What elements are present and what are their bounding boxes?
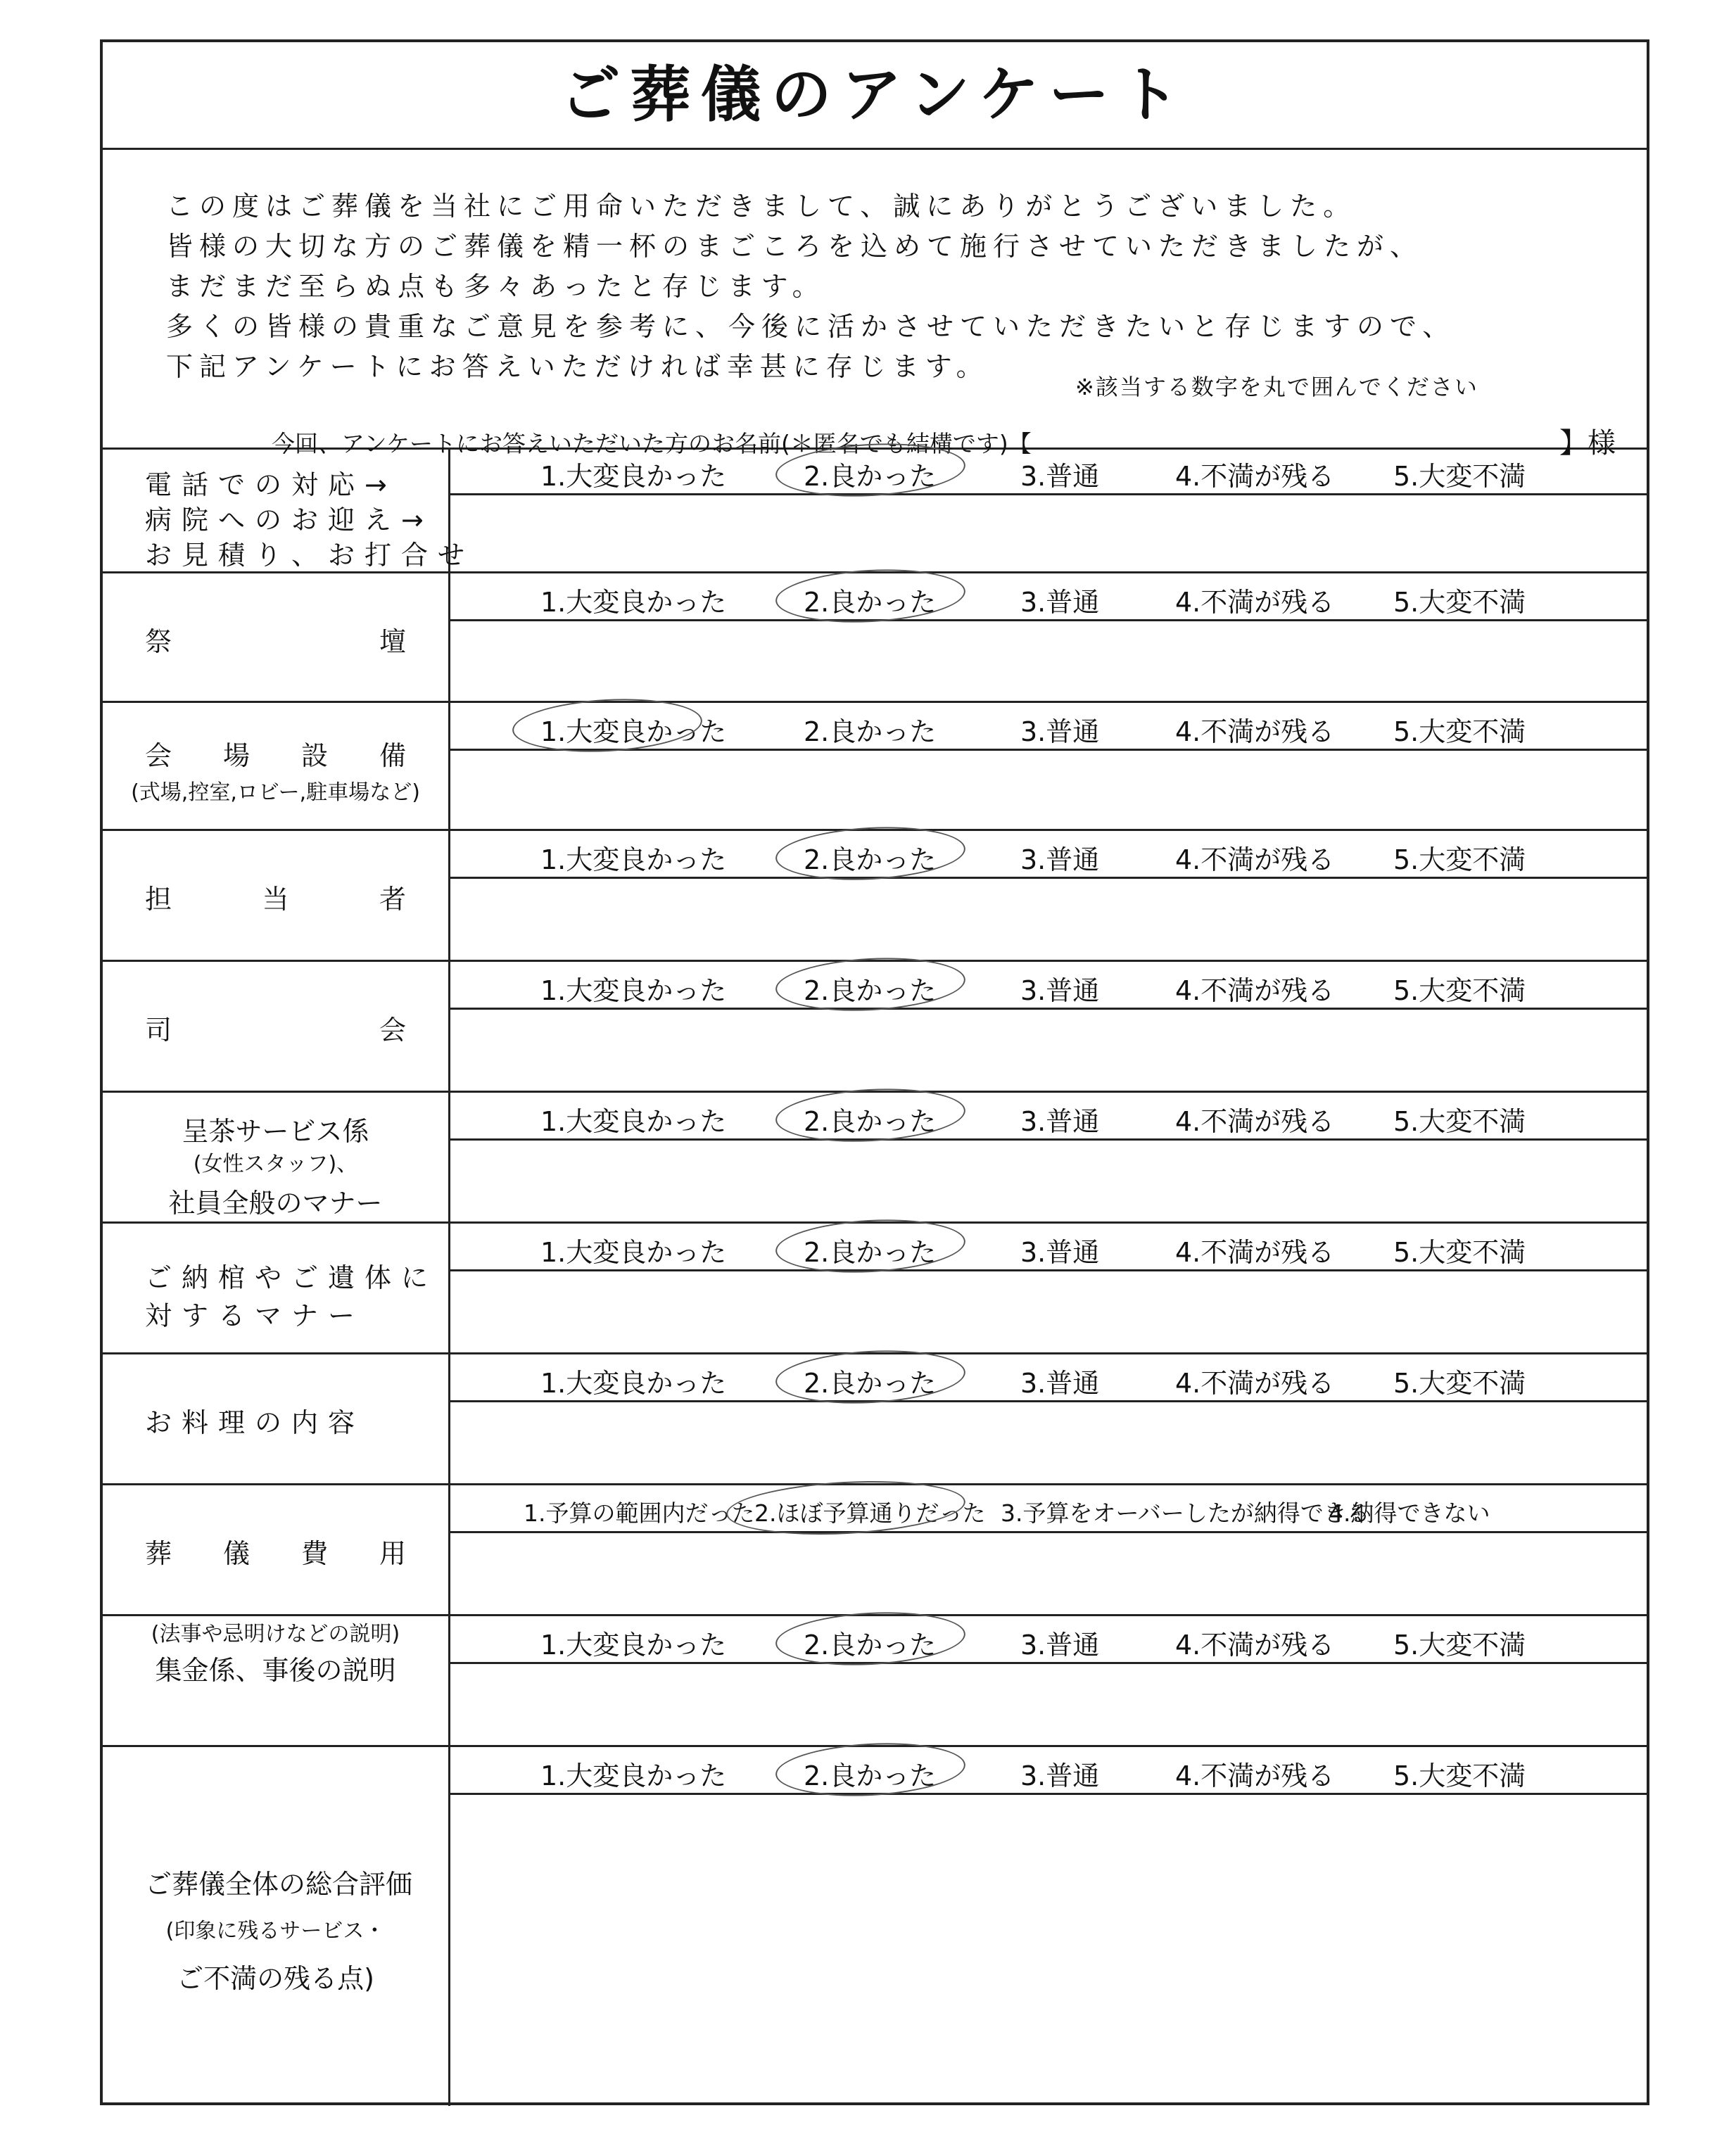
answer-option[interactable]: 1.大変良かった bbox=[540, 461, 727, 492]
answer-option[interactable]: 2.良かった bbox=[804, 1760, 937, 1791]
row-label-text: (印象に残るサービス・ bbox=[165, 1919, 386, 1943]
row-label-text: 費 bbox=[300, 1538, 328, 1569]
intro-section bbox=[103, 148, 1647, 459]
row-label bbox=[103, 1093, 450, 1221]
row-label-text: ご葬儀全体の総合評価 bbox=[145, 1869, 413, 1900]
answer-option[interactable]: 3.普通 bbox=[1020, 461, 1100, 492]
answer-option[interactable]: 3.普通 bbox=[1020, 975, 1100, 1006]
answer-option[interactable]: 5.大変不満 bbox=[1393, 716, 1526, 747]
page-title: ご葬儀のアンケート bbox=[559, 60, 1190, 130]
answer-option[interactable]: 3.普通 bbox=[1020, 716, 1100, 747]
comment-area[interactable] bbox=[450, 1010, 1647, 1091]
intro-line: 下記アンケートにお答えいただければ幸甚に存じます。 bbox=[166, 351, 989, 382]
comment-area[interactable] bbox=[450, 1664, 1647, 1745]
comment-area[interactable] bbox=[450, 879, 1647, 960]
answer-options bbox=[450, 1485, 1647, 1533]
survey-row bbox=[103, 962, 1647, 1093]
answer-option[interactable]: 4.不満が残る bbox=[1175, 975, 1335, 1006]
answer-option[interactable]: 5.大変不満 bbox=[1393, 1106, 1526, 1137]
answer-option[interactable]: 1.大変良かった bbox=[540, 1106, 727, 1137]
survey-row bbox=[103, 1485, 1647, 1616]
answer-options bbox=[450, 1354, 1647, 1402]
answer-option[interactable]: 5.大変不満 bbox=[1393, 1760, 1526, 1791]
answer-option[interactable]: 2.良かった bbox=[804, 844, 937, 875]
comment-area[interactable] bbox=[450, 495, 1647, 571]
row-label bbox=[103, 1224, 450, 1352]
answer-option[interactable]: 1.大変良かった bbox=[540, 587, 727, 618]
row-label-text: 儀 bbox=[222, 1538, 250, 1569]
survey-row bbox=[103, 831, 1647, 962]
row-label bbox=[103, 703, 450, 829]
row-label-text: 集金係、事後の説明 bbox=[155, 1655, 396, 1686]
answer-options bbox=[450, 448, 1647, 495]
answer-options bbox=[450, 1093, 1647, 1141]
comment-area[interactable] bbox=[450, 1271, 1647, 1352]
comment-area[interactable] bbox=[450, 1533, 1647, 1614]
answer-option[interactable]: 5.大変不満 bbox=[1393, 461, 1526, 492]
answer-option[interactable]: 3.普通 bbox=[1020, 1368, 1100, 1399]
survey-row bbox=[103, 1354, 1647, 1485]
answer-option[interactable]: 5.大変不満 bbox=[1393, 1630, 1526, 1661]
row-sublabel: (式場,控室,ロビー,駐車場など) bbox=[131, 780, 420, 805]
title-bar bbox=[103, 42, 1647, 150]
answer-option[interactable]: 3.普通 bbox=[1020, 587, 1100, 618]
answer-option[interactable]: 4.不満が残る bbox=[1175, 1368, 1335, 1399]
answer-option[interactable]: 3.予算をオーバーしたが納得できる bbox=[1001, 1499, 1370, 1527]
comment-area[interactable] bbox=[450, 1141, 1647, 1221]
row-label bbox=[103, 1485, 450, 1614]
answer-option[interactable]: 2.良かった bbox=[804, 975, 937, 1006]
row-label bbox=[103, 573, 450, 701]
answer-option[interactable]: 4.不満が残る bbox=[1175, 587, 1335, 618]
row-label-text: 壇 bbox=[379, 626, 406, 657]
comment-area[interactable] bbox=[450, 1795, 1647, 2106]
answer-option[interactable]: 2.良かった bbox=[804, 1106, 937, 1137]
row-label-text: 祭 bbox=[145, 626, 172, 657]
answer-option[interactable]: 4.不満が残る bbox=[1175, 716, 1335, 747]
survey-row bbox=[103, 1224, 1647, 1354]
selected-answer-circle bbox=[774, 1346, 967, 1408]
row-label-text: 備 bbox=[379, 740, 406, 771]
answer-options bbox=[450, 1747, 1647, 1795]
row-label-text: 社員全般のマナー bbox=[168, 1188, 383, 1219]
survey-form bbox=[100, 39, 1649, 2105]
answer-option[interactable]: 1.大変良かった bbox=[540, 844, 727, 875]
answer-option[interactable]: 2.良かった bbox=[804, 461, 937, 492]
selected-answer-circle bbox=[774, 1608, 967, 1670]
answer-option[interactable]: 5.大変不満 bbox=[1393, 844, 1526, 875]
selected-answer-circle bbox=[774, 1739, 967, 1801]
answer-options bbox=[450, 703, 1647, 751]
survey-row bbox=[103, 1093, 1647, 1224]
answer-option[interactable]: 3.普通 bbox=[1020, 1237, 1100, 1268]
row-label bbox=[103, 831, 450, 960]
row-label bbox=[103, 962, 450, 1091]
row-label-text: 葬 bbox=[145, 1538, 172, 1569]
answer-option[interactable]: 3.普通 bbox=[1020, 1760, 1100, 1791]
answer-options bbox=[450, 573, 1647, 621]
selected-answer-circle bbox=[725, 1475, 966, 1540]
answer-options bbox=[450, 831, 1647, 879]
answer-option[interactable]: 2.良かった bbox=[804, 716, 937, 747]
answer-options bbox=[450, 962, 1647, 1010]
answer-options bbox=[450, 1224, 1647, 1271]
row-label-text: 当 bbox=[262, 884, 289, 915]
answer-option[interactable]: 2.良かった bbox=[804, 1630, 937, 1661]
selected-answer-circle bbox=[774, 1084, 967, 1146]
row-label-text: 病院へのお迎え→ bbox=[145, 504, 433, 535]
answer-option[interactable]: 2.良かった bbox=[804, 1368, 937, 1399]
answer-option[interactable]: 1.大変良かった bbox=[540, 1237, 727, 1268]
row-label-text: お料理の内容 bbox=[145, 1407, 365, 1438]
intro-line: この度はご葬儀を当社にご用命いただきまして、誠にありがとうございました。 bbox=[166, 191, 1357, 222]
answer-option[interactable]: 2.ほぼ予算通りだった bbox=[754, 1499, 986, 1527]
row-label-text: 場 bbox=[222, 740, 250, 771]
row-label-text: 用 bbox=[379, 1538, 406, 1569]
row-label-text: (法事や忌明けなどの説明) bbox=[151, 1622, 400, 1646]
selected-answer-circle bbox=[774, 565, 967, 627]
intro-line: 多くの皆様の貴重なご意見を参考に、今後に活かさせていただきたいと存じますので、 bbox=[166, 311, 1456, 342]
row-label-text: 司 bbox=[145, 1015, 172, 1046]
answer-option[interactable]: 4.不満が残る bbox=[1175, 844, 1335, 875]
answer-options bbox=[450, 1616, 1647, 1664]
row-label-text: 対するマナー bbox=[145, 1300, 365, 1331]
survey-row bbox=[103, 1616, 1647, 1747]
answer-option[interactable]: 1.大変良かった bbox=[540, 1368, 727, 1399]
selected-answer-circle bbox=[774, 439, 967, 501]
answer-option[interactable]: 5.大変不満 bbox=[1393, 975, 1526, 1006]
survey-row bbox=[103, 448, 1647, 573]
row-label-text: ご不満の残る点) bbox=[177, 1963, 374, 1994]
answer-option[interactable]: 3.普通 bbox=[1020, 1106, 1100, 1137]
respondent-name-suffix: 】様 bbox=[1559, 427, 1616, 459]
row-label-text: お見積り、お打合せ bbox=[145, 540, 475, 571]
row-label-text: 者 bbox=[379, 884, 406, 915]
row-label bbox=[103, 1354, 450, 1483]
row-label-text: 呈茶サービス係 bbox=[182, 1116, 369, 1147]
comment-area[interactable] bbox=[450, 621, 1647, 701]
answer-option[interactable]: 5.大変不満 bbox=[1393, 1368, 1526, 1399]
answer-option[interactable]: 2.良かった bbox=[804, 1237, 937, 1268]
row-label bbox=[103, 1747, 450, 2106]
answer-option[interactable]: 3.普通 bbox=[1020, 1630, 1100, 1661]
answer-option[interactable]: 1.大変良かった bbox=[540, 716, 727, 747]
survey-row bbox=[103, 703, 1647, 831]
row-label-text: 電話での対応→ bbox=[145, 469, 397, 500]
row-label-text: 担 bbox=[145, 884, 172, 915]
comment-area[interactable] bbox=[450, 751, 1647, 829]
respondent-name-label: 今回、アンケートにお答えいただいた方のお名前(＊匿名でも結構です)【 bbox=[272, 430, 1032, 457]
intro-line: 皆様の大切な方のご葬儀を精一杯のまごころを込めて施行させていただきましたが、 bbox=[166, 231, 1424, 262]
row-label-text: ご納棺やご遺体に bbox=[145, 1262, 438, 1293]
answer-option[interactable]: 1.予算の範囲内だった bbox=[524, 1499, 755, 1527]
selected-answer-circle bbox=[774, 953, 967, 1015]
selected-answer-circle bbox=[774, 1215, 967, 1277]
row-label-text: 設 bbox=[300, 740, 328, 771]
answer-option[interactable]: 4.不満が残る bbox=[1175, 1630, 1335, 1661]
row-label-text: (女性スタッフ)、 bbox=[193, 1152, 358, 1176]
answer-option[interactable]: 4.不満が残る bbox=[1175, 1760, 1335, 1791]
answer-option[interactable]: 4.納得できない bbox=[1329, 1499, 1490, 1527]
survey-rows bbox=[103, 448, 1647, 2102]
row-label bbox=[103, 1616, 450, 1745]
answer-option[interactable]: 1.大変良かった bbox=[540, 1630, 727, 1661]
survey-row bbox=[103, 573, 1647, 703]
answer-option[interactable]: 5.大変不満 bbox=[1393, 587, 1526, 618]
answer-option[interactable]: 4.不満が残る bbox=[1175, 461, 1335, 492]
answer-option[interactable]: 1.大変良かった bbox=[540, 1760, 727, 1791]
answer-option[interactable]: 2.良かった bbox=[804, 587, 937, 618]
row-label bbox=[103, 448, 475, 571]
answer-option[interactable]: 4.不満が残る bbox=[1175, 1106, 1335, 1137]
survey-row bbox=[103, 1747, 1647, 2106]
row-label-text: 会 bbox=[379, 1015, 406, 1046]
selected-answer-circle bbox=[774, 823, 967, 884]
answer-option[interactable]: 3.普通 bbox=[1020, 844, 1100, 875]
comment-area[interactable] bbox=[450, 1402, 1647, 1483]
answer-option[interactable]: 5.大変不満 bbox=[1393, 1237, 1526, 1268]
instruction-note: ※該当する数字を丸で囲んでください bbox=[1075, 374, 1478, 400]
answer-option[interactable]: 4.不満が残る bbox=[1175, 1237, 1335, 1268]
row-label-text: 会 bbox=[145, 740, 172, 771]
answer-option[interactable]: 1.大変良かった bbox=[540, 975, 727, 1006]
intro-line: まだまだ至らぬ点も多々あったと存じます。 bbox=[166, 271, 825, 302]
